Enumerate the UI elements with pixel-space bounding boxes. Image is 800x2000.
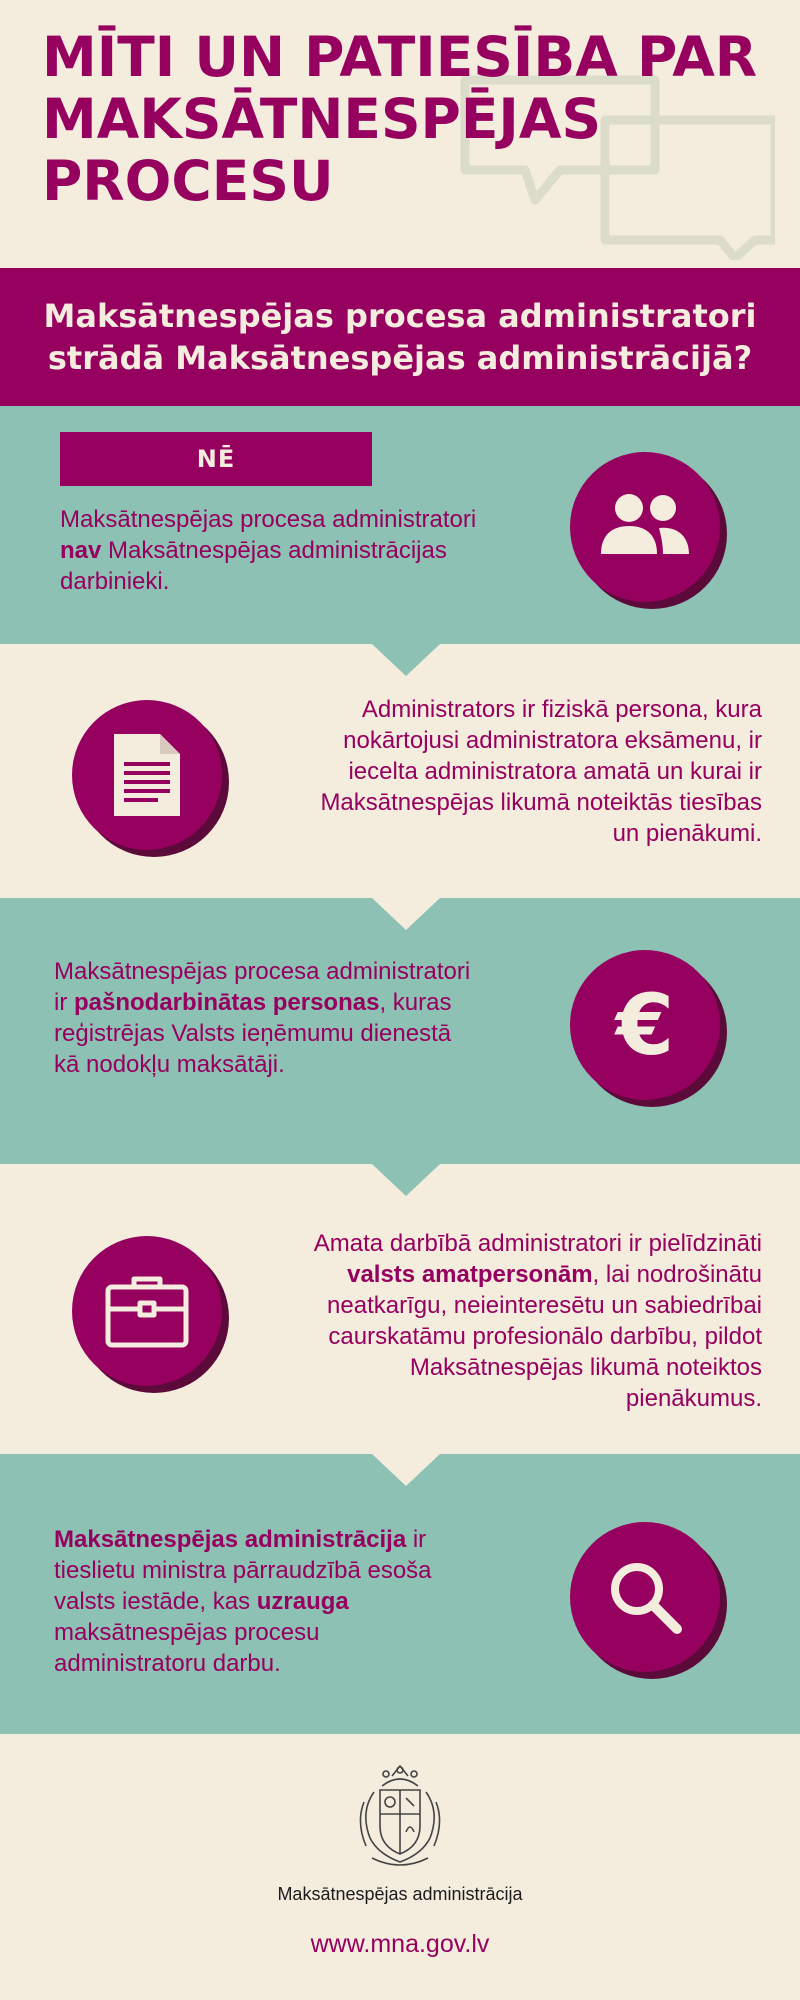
section-3-icon-circle [570, 950, 720, 1100]
people-icon [599, 492, 691, 562]
text-run: Maksātnespējas procesa administratori [60, 506, 477, 533]
page-title: MĪTI UN PATIESĪBA PAR MAKSĀTNESPĒJAS PROCESU [42, 25, 758, 213]
coat-of-arms-logo [352, 1762, 448, 1872]
section-5-text [54, 1524, 474, 1679]
section-1-text [60, 504, 500, 597]
section-1-pointer [372, 644, 440, 676]
text-run: ir tieslietu ministra pārraudzībā esoša valsts iestāde, kas [54, 1526, 432, 1615]
organization-name: Maksātnespējas administrācija [277, 1884, 523, 1904]
question-banner [0, 268, 800, 406]
section-2-icon-circle [72, 700, 222, 850]
section-4-text [270, 1228, 762, 1414]
emphasis-text: pašnodarbinātas personas [74, 989, 380, 1016]
document-icon [112, 732, 182, 818]
emphasis-text: uzrauga [256, 1588, 349, 1615]
text-run: Administrators ir fiziskā persona, kura nokārtojusi administratora eksāmenu, ir iecelta administratora amatā un kurai ir Maksātnespējas likumā noteiktās tiesības un pienākumi. [320, 696, 762, 847]
section-3-pointer [372, 1164, 440, 1196]
section-2-text [300, 694, 762, 849]
emphasis-text: valsts amatpersonām [347, 1261, 593, 1288]
briefcase-icon [104, 1273, 190, 1349]
text-run: Maksātnespējas administrācijas darbinieki. [60, 537, 447, 595]
question-text: Maksātnespējas procesa administratori strādā Maksātnespējas administrācijā? [43, 297, 757, 377]
website-link[interactable]: www.mna.gov.lv [310, 1930, 490, 1958]
text-run: Amata darbībā administratori ir pielīdzināti [313, 1230, 762, 1257]
text-run: maksātnespējas procesu administratoru darbu. [54, 1619, 320, 1677]
header [0, 0, 800, 268]
text-run: Maksātnespējas procesa administratori ir [54, 958, 471, 1016]
section-1-icon-circle [570, 452, 720, 602]
search-icon [605, 1557, 685, 1637]
section-4-pointer [372, 1454, 440, 1486]
section-2-pointer [372, 898, 440, 930]
section-4-icon-circle [72, 1236, 222, 1386]
emphasis-text: nav [60, 537, 102, 564]
section-3-text [54, 956, 474, 1080]
section-5-icon-circle [570, 1522, 720, 1672]
emphasis-text: Maksātnespējas administrācija [54, 1526, 407, 1553]
euro-icon: € [615, 976, 675, 1074]
text-run: , lai nodrošinātu neatkarīgu, neieinteresētu un sabiedrībai caurskatāmu profesionālo darbību, pildot Maksātnespējas likumā noteiktos pienākumus. [327, 1261, 762, 1412]
text-run: , kuras reģistrējas Valsts ieņēmumu dienestā kā nodokļu maksātāji. [54, 989, 452, 1078]
answer-label: NĒ [60, 432, 372, 486]
